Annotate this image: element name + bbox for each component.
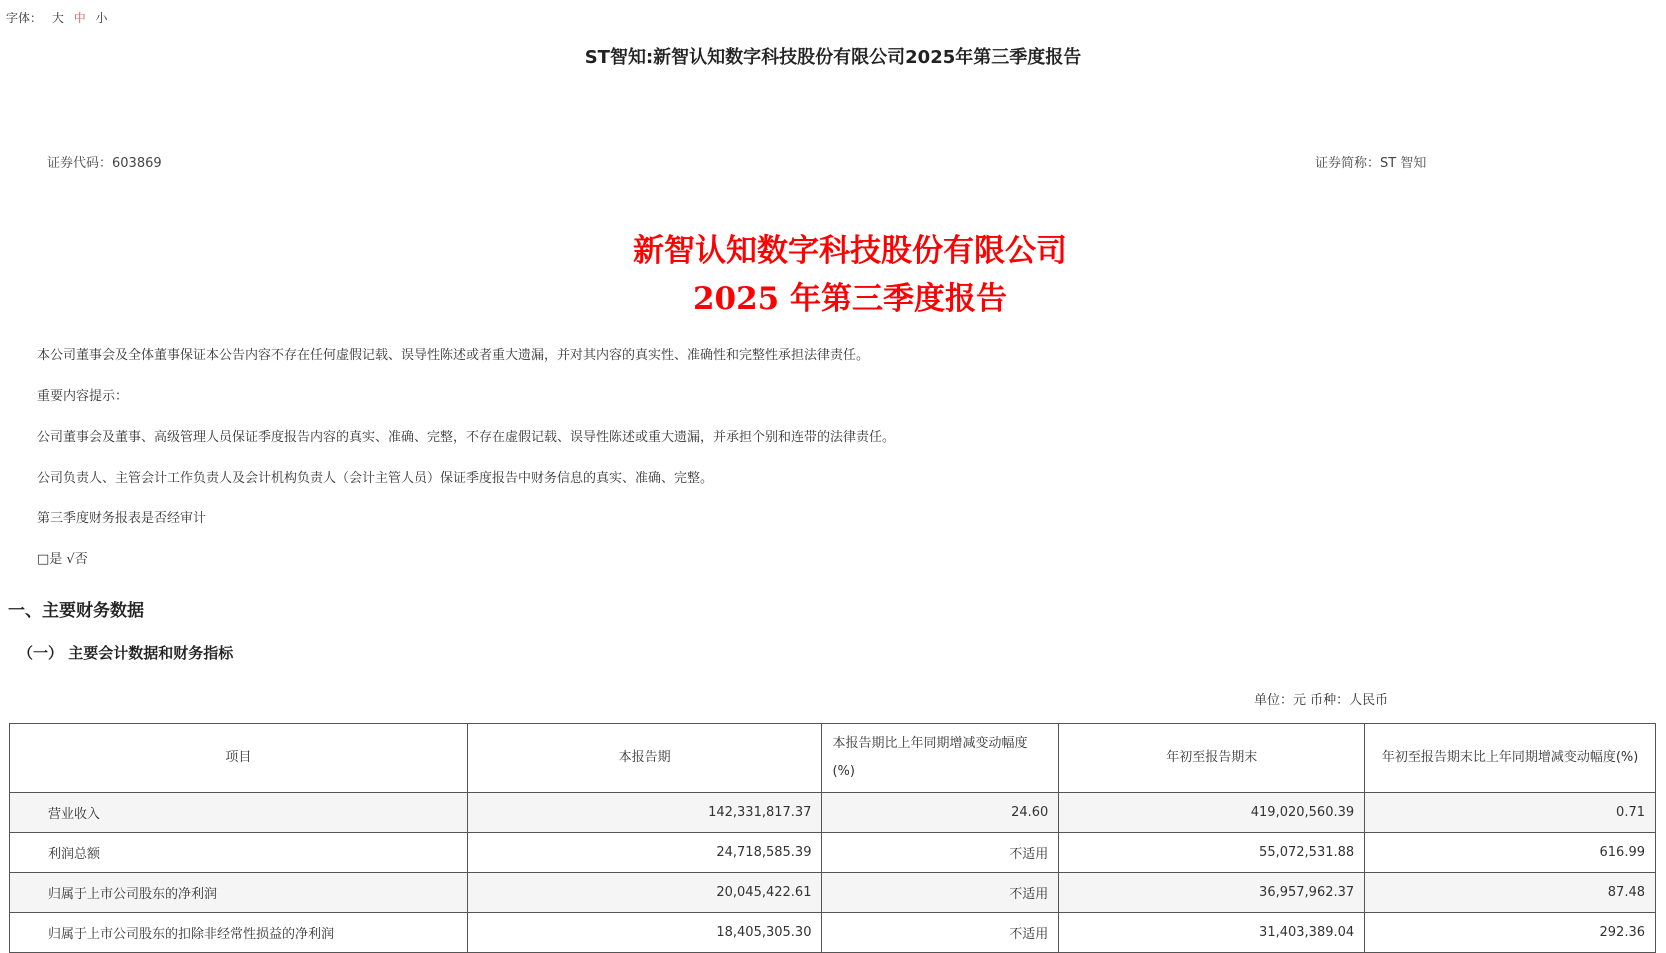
font-size-small-link[interactable]: 小: [95, 11, 108, 25]
cell-current-period: 24,718,585.39: [467, 833, 822, 873]
table-row: [10, 793, 1656, 833]
row-label: 归属于上市公司股东的净利润: [10, 873, 468, 913]
header-year-to-date-change: 年初至报告期末比上年同期增减变动幅度(%): [1365, 724, 1656, 793]
financial-officers-guarantee-statement: 公司负责人、主管会计工作负责人及会计机构负责人（会计主管人员）保证季度报告中财务信息的真实、准确、完整。: [37, 471, 714, 486]
audit-question: 第三季度财务报表是否经审计: [37, 511, 207, 526]
directors-guarantee-statement: 公司董事会及董事、高级管理人员保证季度报告内容的真实、准确、完整，不存在虚假记载、误导性陈述或重大遗漏，并承担个别和连带的法律责任。: [37, 430, 896, 445]
page-title: ST智知:新智认知数字科技股份有限公司2025年第三季度报告: [584, 47, 1082, 68]
row-label: 归属于上市公司股东的扣除非经常性损益的净利润: [10, 913, 468, 953]
financial-data-table: [9, 723, 1656, 953]
cell-year-to-date-change: 0.71: [1365, 793, 1656, 833]
header-current-period: 本报告期: [467, 724, 822, 793]
header-year-to-date: 年初至报告期末: [1059, 724, 1365, 793]
font-size-switcher: [6, 9, 114, 26]
cell-current-period-change: 不适用: [822, 913, 1059, 953]
cell-year-to-date-change: 87.48: [1365, 873, 1656, 913]
cell-current-period-change: 不适用: [822, 873, 1059, 913]
font-size-large-link[interactable]: 大: [51, 11, 64, 25]
table-row: [10, 833, 1656, 873]
important-notice-label: 重要内容提示：: [37, 389, 129, 404]
audit-answer: □是 √否: [37, 552, 88, 567]
board-guarantee-statement: 本公司董事会及全体董事保证本公告内容不存在任何虚假记载、误导性陈述或者重大遗漏，并对其内容的真实性、准确性和完整性承担法律责任。: [37, 348, 870, 363]
table-header-row: [10, 724, 1656, 793]
stock-abbreviation: 证券简称：ST 智知: [1315, 156, 1427, 171]
cell-current-period: 142,331,817.37: [467, 793, 822, 833]
row-label: 利润总额: [10, 833, 468, 873]
subsection-heading: （一） 主要会计数据和财务指标: [18, 644, 234, 662]
header-current-period-change: 本报告期比上年同期增减变动幅度(%): [822, 724, 1059, 793]
cell-current-period: 18,405,305.30: [467, 913, 822, 953]
cell-year-to-date: 55,072,531.88: [1059, 833, 1365, 873]
cell-year-to-date: 31,403,389.04: [1059, 913, 1365, 953]
currency-unit-note: 单位：元 币种：人民币: [1254, 693, 1389, 708]
cell-year-to-date: 36,957,962.37: [1059, 873, 1365, 913]
section-heading: 一、主要财务数据: [8, 601, 144, 621]
table-row: [10, 913, 1656, 953]
stock-code: 证券代码：603869: [47, 156, 162, 171]
cell-year-to-date: 419,020,560.39: [1059, 793, 1365, 833]
font-size-label: 字体：: [6, 11, 43, 25]
cell-year-to-date-change: 292.36: [1365, 913, 1656, 953]
report-period-title: 2025 年第三季度报告: [692, 281, 1008, 317]
header-item: 项目: [10, 724, 468, 793]
report-company-name: 新智认知数字科技股份有限公司: [633, 233, 1067, 269]
cell-year-to-date-change: 616.99: [1365, 833, 1656, 873]
table-row: [10, 873, 1656, 913]
cell-current-period: 20,045,422.61: [467, 873, 822, 913]
cell-current-period-change: 24.60: [822, 793, 1059, 833]
cell-current-period-change: 不适用: [822, 833, 1059, 873]
row-label: 营业收入: [10, 793, 468, 833]
font-size-medium-link[interactable]: 中: [73, 11, 86, 25]
